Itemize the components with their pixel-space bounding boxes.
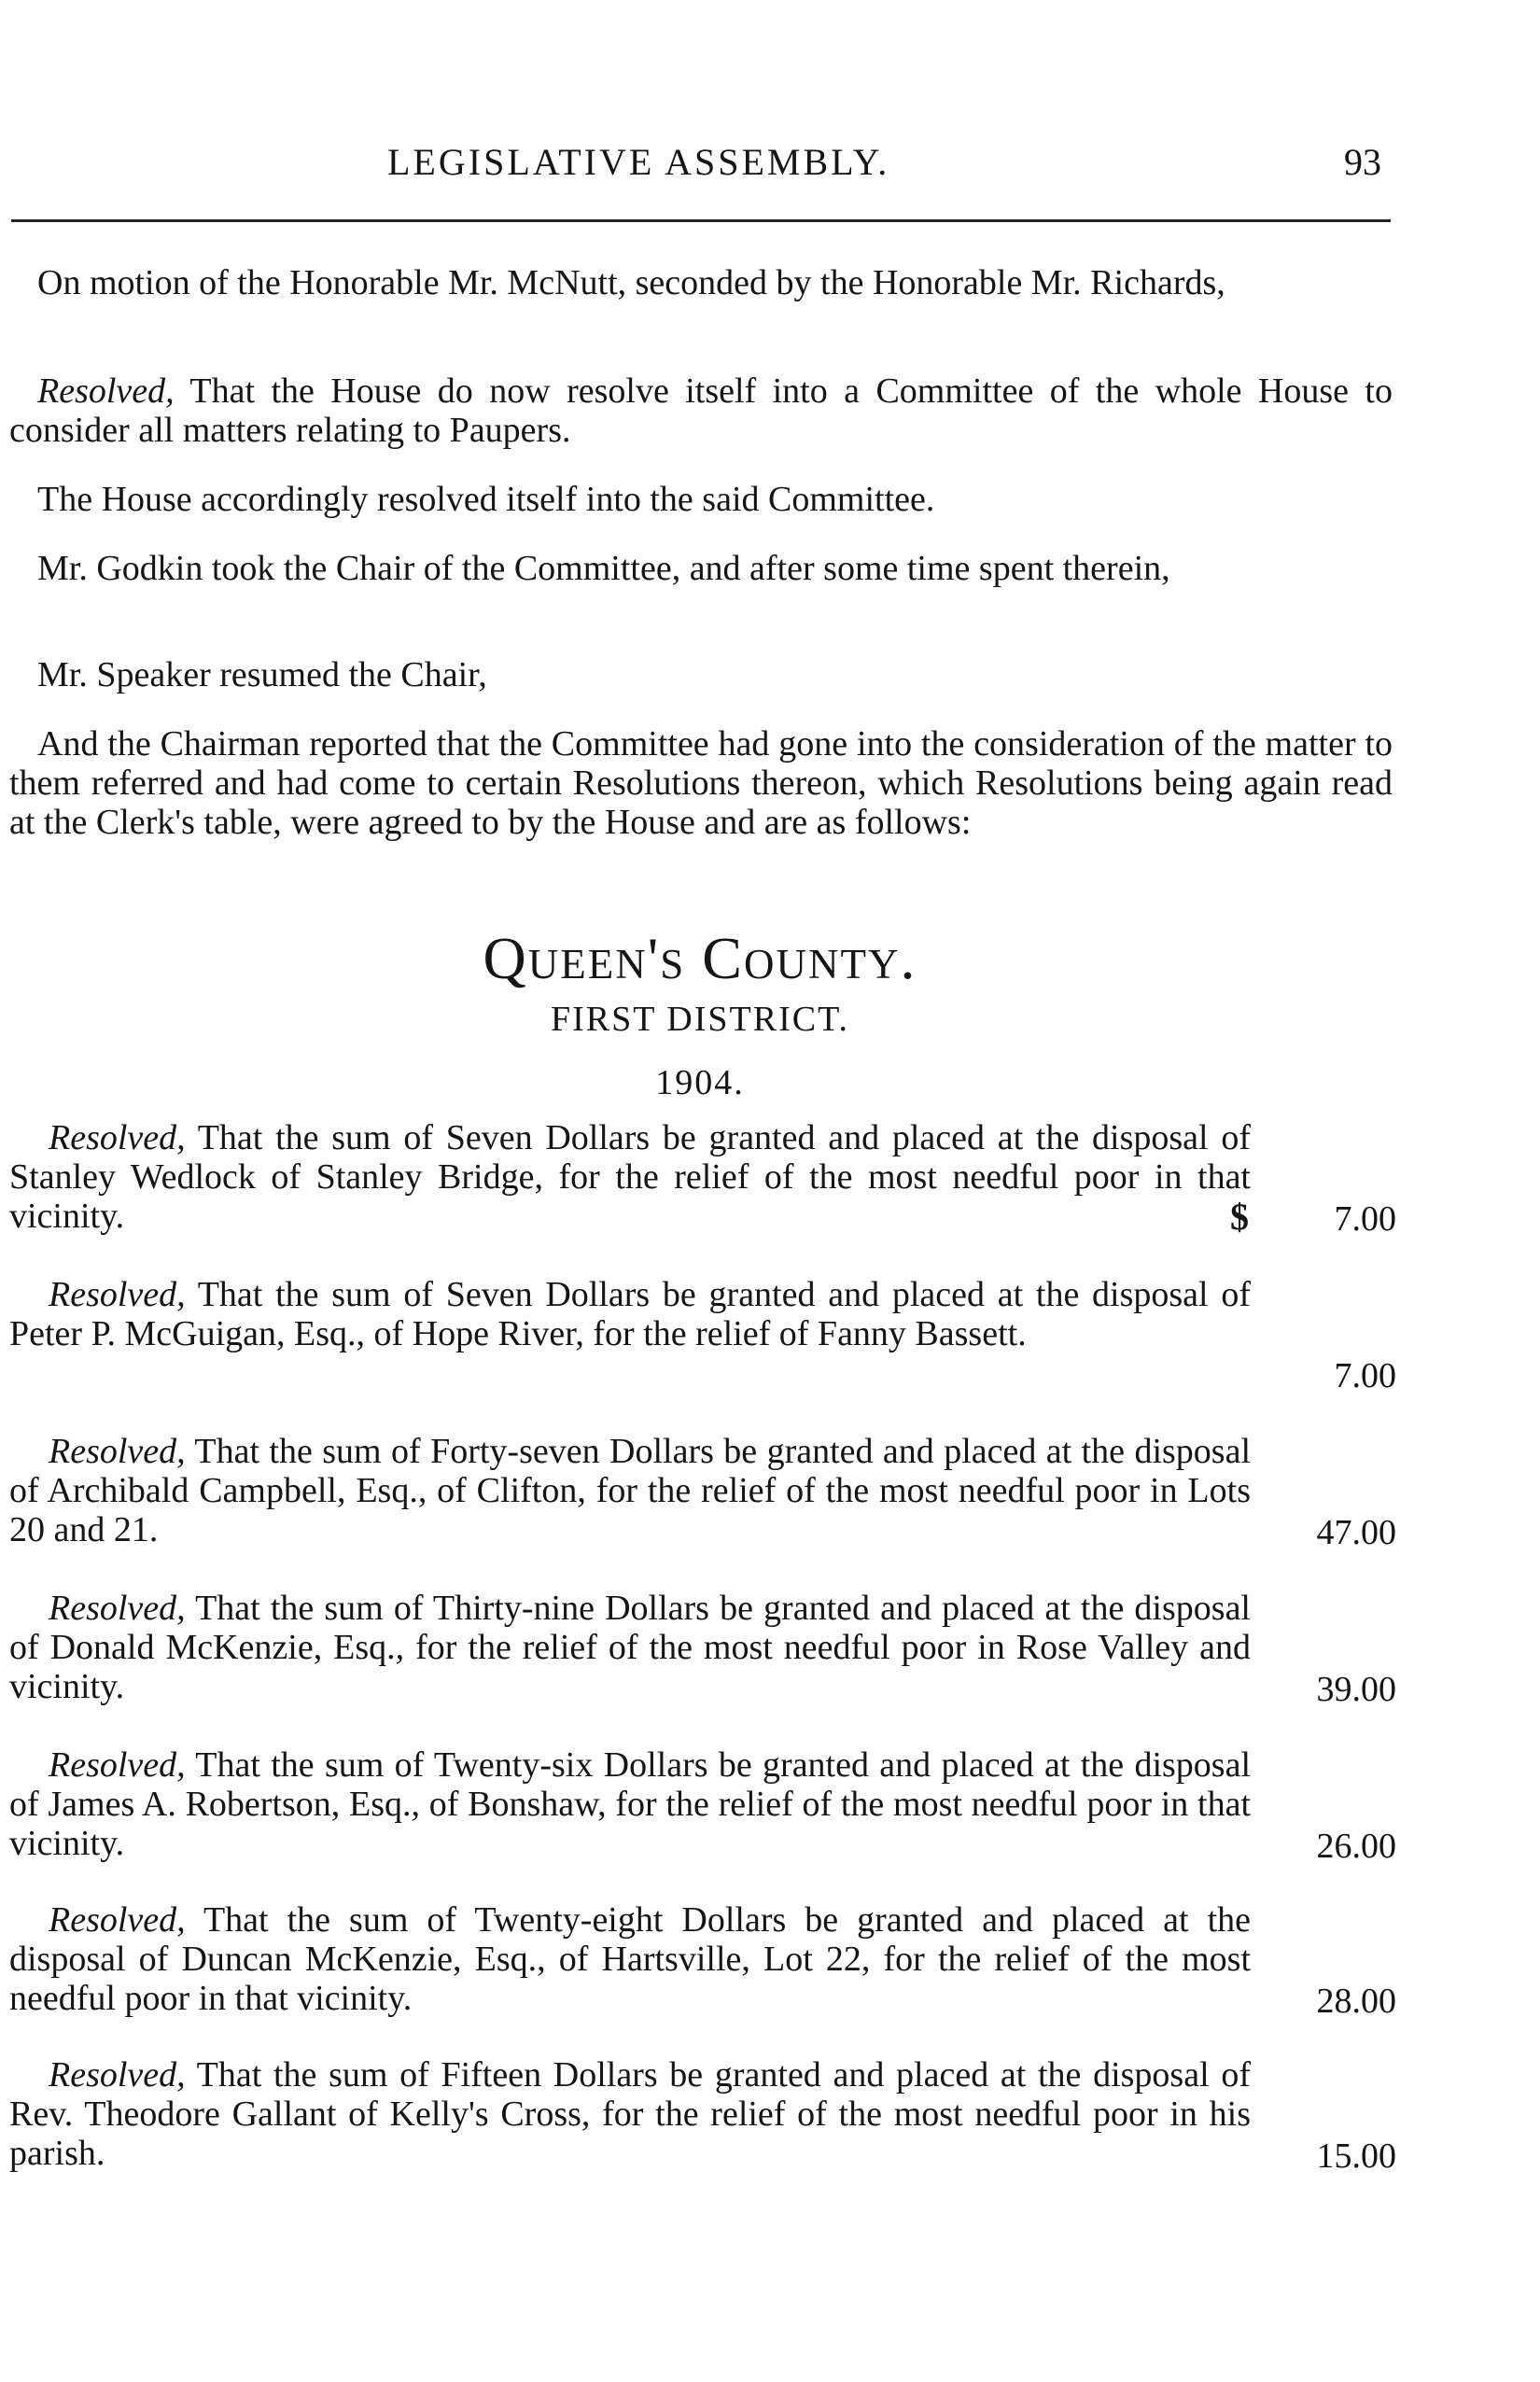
resolved-lead: Resolved, <box>49 2055 186 2095</box>
intro-paragraph <box>9 480 1393 519</box>
resolution-amount: 28.00 <box>1316 1982 1396 2021</box>
district-heading: FIRST DISTRICT. <box>551 1000 849 1039</box>
resolution-paragraph <box>9 1432 1251 1549</box>
resolution-amount: 7.00 <box>1334 1199 1396 1239</box>
page-header <box>0 140 1400 196</box>
intro-paragraph <box>9 263 1393 302</box>
resolution-amount: 7.00 <box>1334 1356 1396 1395</box>
resolved-lead: Resolved, <box>49 1118 186 1157</box>
intro-paragraph <box>9 371 1393 450</box>
resolution-paragraph <box>9 1589 1251 1706</box>
resolution-text: That the sum of Forty-seven Dollars be granted and placed at the disposal of Archibald Campbell, Esq., of Clifton, for the relief of the most needful poor in Lots 20 and 21. <box>9 1432 1251 1549</box>
resolved-lead: Resolved, <box>49 1432 186 1471</box>
resolution-amount: 26.00 <box>1316 1827 1396 1866</box>
intro-paragraph <box>9 724 1393 842</box>
paragraph-text: That the House do now resolve itself into a Committee of the whole House to consider all matters relating to Paupers. <box>9 371 1393 450</box>
resolution-text: That the sum of Thirty-nine Dollars be granted and placed at the disposal of Donald McKenzie, Esq., for the relief of the most needful poor in Rose Valley and vicinity. <box>9 1589 1251 1706</box>
resolution-paragraph <box>9 2055 1251 2173</box>
header-rule <box>11 219 1391 222</box>
resolved-lead: Resolved, <box>37 371 175 411</box>
dollar-sign: $ <box>1230 1196 1249 1238</box>
page-number: 93 <box>1344 141 1381 183</box>
resolved-lead: Resolved, <box>49 1900 186 1940</box>
paragraph-text: The House accordingly resolved itself into the said Committee. <box>37 480 935 519</box>
resolution-amount: 39.00 <box>1316 1670 1396 1709</box>
resolution-text: That the sum of Twenty-eight Dollars be granted and placed at the disposal of Duncan McKenzie, Esq., of Hartsville, Lot 22, for the relief of the most needful poor in that vicinity. <box>9 1900 1251 2018</box>
intro-paragraph <box>9 655 1393 694</box>
paragraph-text: Mr. Speaker resumed the Chair, <box>37 655 487 694</box>
county-heading: Queen's County. <box>483 925 917 991</box>
resolution-paragraph <box>9 1745 1251 1863</box>
resolved-lead: Resolved, <box>49 1589 186 1628</box>
running-title: LEGISLATIVE ASSEMBLY. <box>387 141 890 183</box>
resolved-lead: Resolved, <box>49 1745 186 1785</box>
resolution-text: That the sum of Twenty-six Dollars be granted and placed at the disposal of James A. Robertson, Esq., of Bonshaw, for the relief of the most needful poor in that vicinity. <box>9 1745 1251 1863</box>
resolution-text: That the sum of Fifteen Dollars be granted and placed at the disposal of Rev. Theodore Gallant of Kelly's Cross, for the relief of the most needful poor in his parish. <box>9 2055 1251 2173</box>
resolved-lead: Resolved, <box>49 1275 186 1314</box>
paragraph-text: And the Chairman reported that the Committee had gone into the consideration of the matter to them referred and had come to certain Resolutions thereon, which Resolutions being again read at the Clerk's table, were agreed to by the House and are as follows: <box>9 724 1393 842</box>
year-heading: 1904. <box>655 1063 745 1102</box>
resolution-amount: 47.00 <box>1316 1513 1396 1552</box>
paragraph-text: On motion of the Honorable Mr. McNutt, seconded by the Honorable Mr. Richards, <box>37 263 1225 302</box>
resolution-text: That the sum of Seven Dollars be granted and placed at the disposal of Peter P. McGuigan, Esq., of Hope River, for the relief of Fanny Bassett. <box>9 1275 1251 1353</box>
paragraph-text: Mr. Godkin took the Chair of the Committee, and after some time spent therein, <box>37 549 1170 588</box>
resolution-text: That the sum of Seven Dollars be granted and placed at the disposal of Stanley Wedlock of Stanley Bridge, for the relief of the most needful poor in that vicinity. <box>9 1118 1251 1236</box>
resolution-paragraph <box>9 1118 1251 1236</box>
resolution-amount: 15.00 <box>1316 2137 1396 2176</box>
intro-paragraph <box>9 549 1393 588</box>
resolution-paragraph <box>9 1275 1251 1353</box>
resolution-paragraph <box>9 1900 1251 2018</box>
